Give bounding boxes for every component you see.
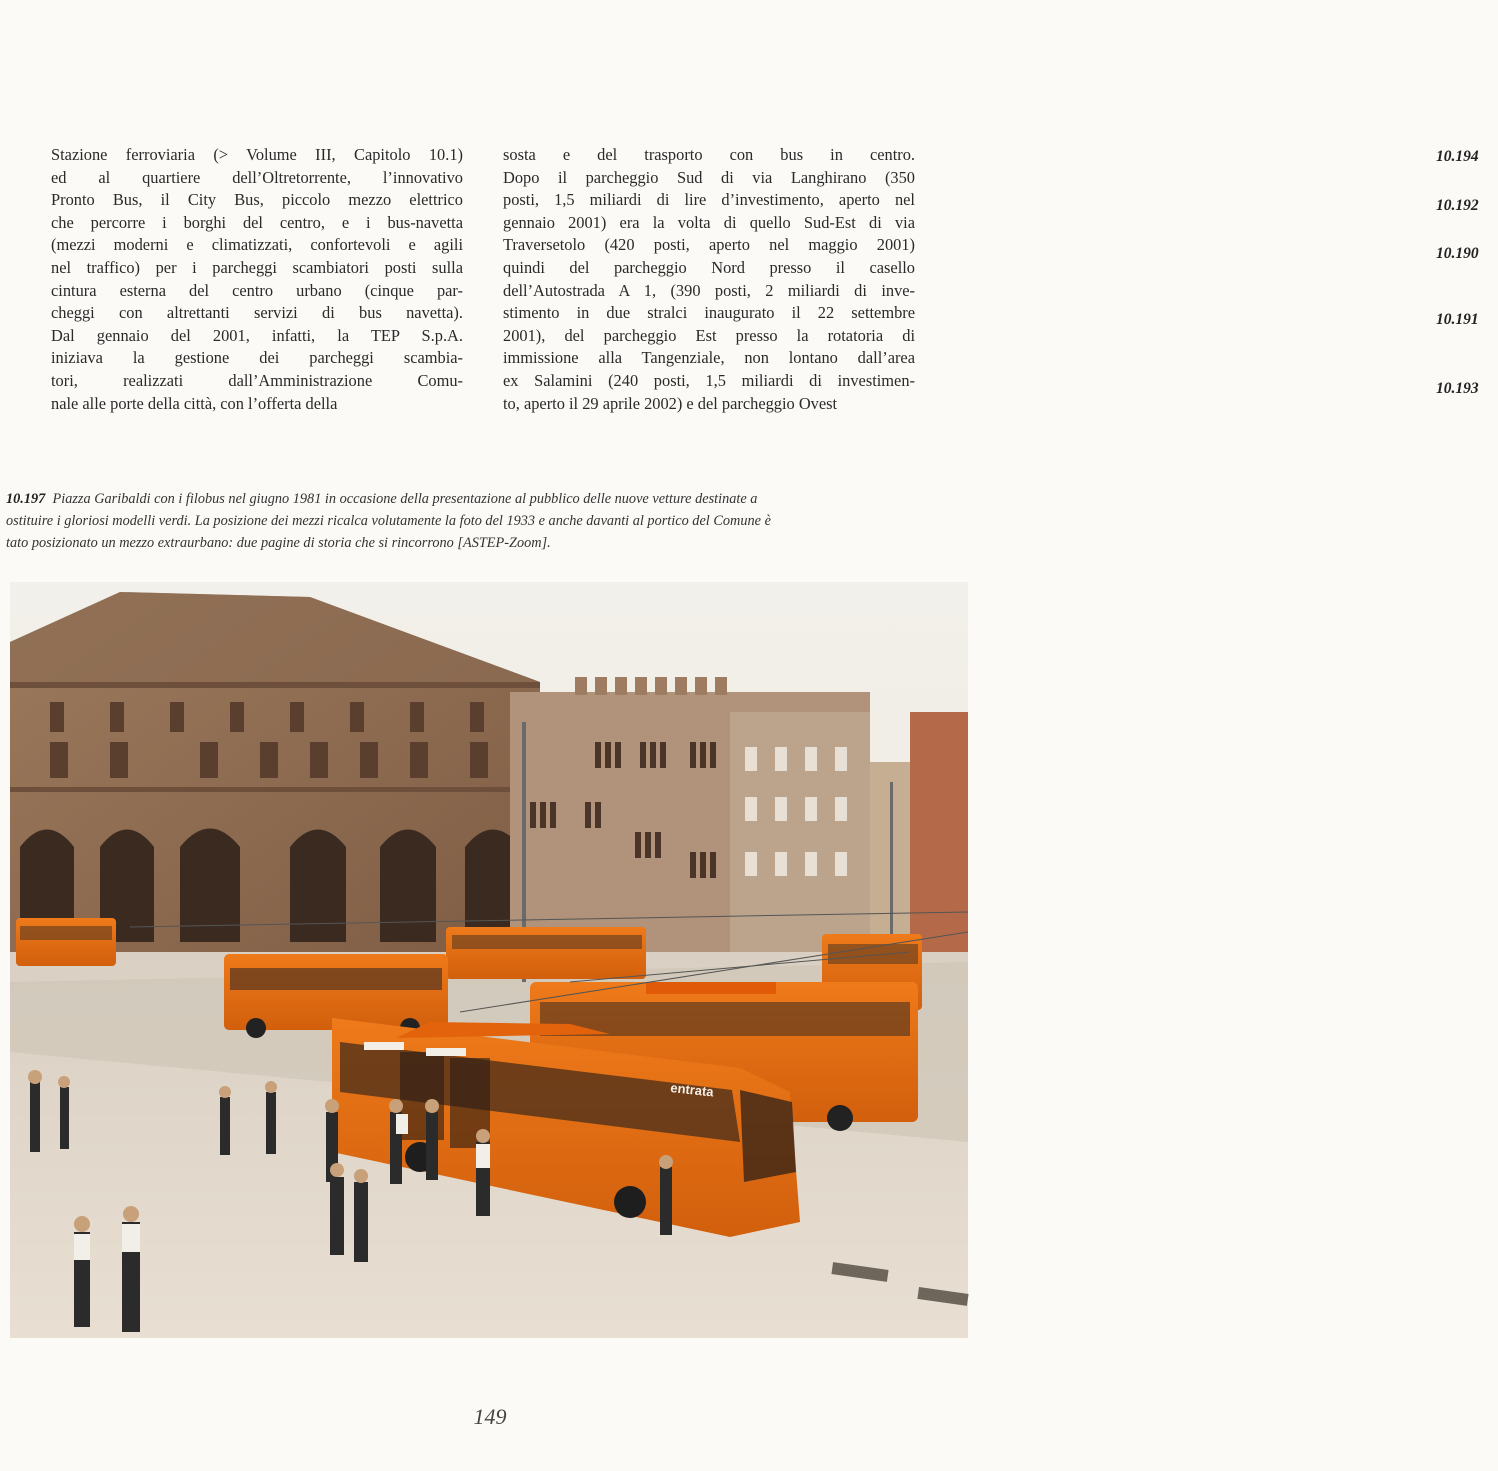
figure-caption [6, 488, 981, 554]
text-line: sosta e del trasporto con bus in centro. [503, 145, 915, 164]
text-line: nale alle porte della città, con l’offerta della [51, 393, 338, 413]
caption-line: ostituire i gloriosi modelli verdi. La posizione dei mezzi ricalca volutamente la foto del 1933 e anche davanti al portico del Comune è [6, 513, 771, 529]
text-line: stimento in due stralci inaugurato il 22 settembre [503, 303, 915, 323]
text-line: ed al quartiere dell’Oltretorrente, l’innovativo [51, 167, 463, 187]
caption-line: Piazza Garibaldi con i filobus nel giugno 1981 in occasione della presentazione al pubblico delle nuove vetture destinate a [52, 491, 758, 507]
right-text-column [503, 144, 1479, 415]
piazza-garibaldi-photo [10, 582, 968, 1338]
margin-ref: 10.194 [1436, 148, 1479, 165]
text-line: iniziava la gestione dei parcheggi scambia- [51, 348, 463, 368]
text-line: nel traffico) per i parcheggi scambiatori posti sulla [51, 257, 463, 277]
text-line: immissione alla Tangenziale, non lontano dall’area [503, 348, 915, 368]
text-line: Dopo il parcheggio Sud di via Langhirano (350 [503, 167, 915, 187]
text-line: posti, 1,5 miliardi di lire d’investimento, aperto nel [503, 190, 915, 210]
margin-ref: 10.193 [1436, 380, 1479, 397]
text-line: Stazione ferroviaria (> Volume III, Capitolo 10.1) [51, 145, 463, 164]
text-line: Dal gennaio del 2001, infatti, la TEP S.p.A. [51, 325, 463, 345]
figure-number: 10.197 [6, 491, 46, 507]
text-line: cheggi con altrettanti servizi di bus navetta). [51, 303, 463, 323]
text-line: cintura esterna del centro urbano (cinque par- [51, 280, 463, 300]
text-line: Pronto Bus, il City Bus, piccolo mezzo elettrico [51, 190, 463, 210]
text-line: quindi del parcheggio Nord presso il casello [503, 257, 915, 277]
margin-ref: 10.192 [1436, 197, 1479, 214]
text-line: che percorre i borghi del centro, e i bus-navetta [51, 212, 463, 232]
text-line: dell’Autostrada A 1, (390 posti, 2 miliardi di inve- [503, 280, 915, 300]
caption-line: tato posizionato un mezzo extraurbano: due pagine di storia che si rincorrono [ASTEP-Zoom]. [6, 535, 551, 551]
left-text-column [51, 144, 463, 415]
bus-entrance-sign: entrata [669, 1080, 715, 1100]
margin-ref: 10.191 [1436, 311, 1479, 328]
text-line: tori, realizzati dall’Amministrazione Comu- [51, 370, 463, 390]
margin-ref: 10.190 [1436, 245, 1479, 262]
text-line: (mezzi moderni e climatizzati, confortevoli e agili [51, 235, 463, 255]
text-line: to, aperto il 29 aprile 2002) e del parcheggio Ovest [503, 393, 838, 413]
photo-illustration [10, 582, 968, 1338]
text-line: 2001), del parcheggio Est presso la rotatoria di [503, 325, 915, 345]
text-line: ex Salamini (240 posti, 1,5 miliardi di investimen- [503, 370, 915, 390]
text-line: gennaio 2001) era la volta di quello Sud-Est di via [503, 212, 915, 232]
page-number: 149 [473, 1404, 507, 1429]
text-line: Traversetolo (420 posti, aperto nel maggio 2001) [503, 235, 915, 255]
